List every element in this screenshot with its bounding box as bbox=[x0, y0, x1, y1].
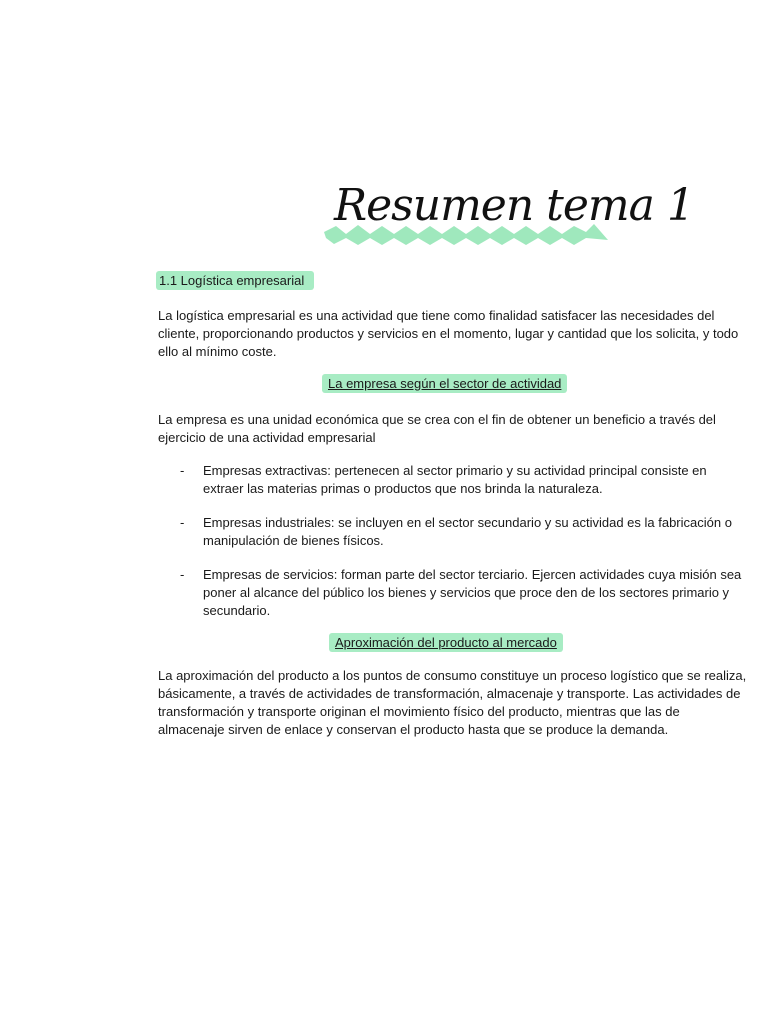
company-definition-paragraph: La empresa es una unidad económica que se crea con el fin de obtener un beneficio a través del ejercicio de una actividad empresarial bbox=[158, 412, 716, 445]
bullet-dash: - bbox=[180, 463, 185, 478]
document-title: Resumen tema 1 bbox=[334, 180, 694, 231]
subheading-sector-label: La empresa según el sector de actividad bbox=[322, 374, 567, 393]
list-item bbox=[158, 566, 748, 620]
section-heading-label: 1.1 Logística empresarial bbox=[156, 271, 314, 290]
bullet-dash: - bbox=[180, 567, 185, 582]
intro-paragraph: La logística empresarial es una actividad que tiene como finalidad satisfacer las necesidades del cliente, proporcionando productos y servicios en el momento, lugar y cantidad que los solicita, y todo ello al mínimo coste. bbox=[158, 308, 739, 359]
bullet-dash: - bbox=[180, 515, 185, 530]
section-heading bbox=[156, 272, 314, 290]
subheading-market bbox=[329, 634, 563, 652]
list-item bbox=[158, 462, 748, 498]
title-block bbox=[320, 178, 694, 258]
list-item bbox=[158, 514, 748, 550]
list-item-text: Empresas extractivas: pertenecen al sector primario y su actividad principal consiste en extraer las materias primas o productos que nos brinda la naturaleza. bbox=[203, 463, 707, 496]
subheading-market-label: Aproximación del producto al mercado bbox=[329, 633, 563, 652]
market-paragraph: La aproximación del producto a los puntos de consumo constituye un proceso logístico que se realiza, básicamente, a través de actividades de transformación, almacenaje y transporte. Las actividades de transformación y transporte originan el movimiento físico del producto, mientras que las de almacenaje sirven de enlace y conservan el producto hasta que se produce la demanda. bbox=[158, 668, 747, 737]
subheading-sector bbox=[322, 375, 567, 393]
company-types-list bbox=[158, 462, 748, 636]
list-item-text: Empresas de servicios: forman parte del sector terciario. Ejercen actividades cuya misión sea poner al alcance del público los bienes y servicios que proce den de los sectores primario y secundario. bbox=[203, 567, 742, 618]
list-item-text: Empresas industriales: se incluyen en el sector secundario y su actividad es la fabricación o manipulación de bienes físicos. bbox=[203, 515, 732, 548]
